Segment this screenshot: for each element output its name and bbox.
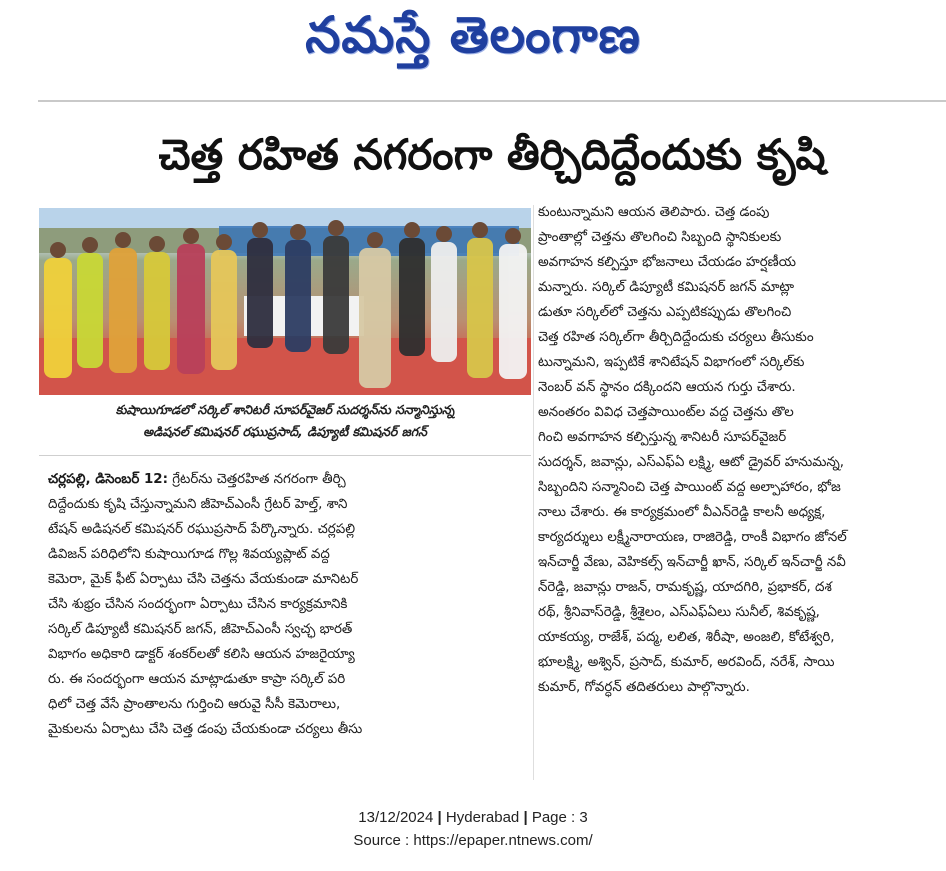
dateline: చర్లపల్లి, డిసెంబర్ 12: xyxy=(48,472,168,487)
paragraph-line: చెత్త రహిత సర్కిల్‌గా తీర్చిదిద్దేందుకు చర్యలు తీసుకుం xyxy=(538,330,814,345)
paragraph-line: మన్నారు. సర్కిల్ డిప్యూటీ కమిషనర్ జగన్ మాట్లా xyxy=(538,280,795,295)
paragraph-line: న్‌రెడ్డి, జవాన్లు రాజన్, రామకృష్ణ, యాదగిరి, ప్రభాకర్, దశ xyxy=(538,580,832,595)
paragraph-line: కార్యదర్శులు లక్ష్మీనారాయణ, రాజిరెడ్డి, రాంకీ విభాగం జోనల్ xyxy=(538,530,847,545)
caption-divider xyxy=(39,455,531,456)
separator: | xyxy=(437,809,442,826)
footer-date: 13/12/2024 xyxy=(358,809,434,826)
event-photo-illustration xyxy=(39,208,531,395)
paragraph-line: టున్నామని, ఇప్పటికే శానిటేషన్ విభాగంలో సర్కిల్‌కు xyxy=(538,355,805,370)
caption-line: కుషాయిగూడలో సర్కిల్ శానిటరీ సూపర్‌వైజర్ సుదర్శన్‌ను సన్మానిస్తున్న xyxy=(115,402,455,417)
paragraph-line: డుతూ సర్కిల్‌లో చెత్తను ఎప్పటికప్పుడు తొలగించి xyxy=(538,305,792,320)
article-photo xyxy=(39,208,531,395)
paragraph-line: రు. ఈ సందర్భంగా ఆయన మాట్లాడుతూ కాప్రా సర్కిల్ పరి xyxy=(48,672,346,687)
paragraph-line: సర్కిల్ డిప్యూటీ కమిషనర్ జగన్, జీహెచ్ఎంసీ స్వచ్ఛ భారత్ xyxy=(48,622,353,637)
article-headline: చెత్త రహిత నగరంగా తీర్చిదిద్దేందుకు కృషి xyxy=(158,130,826,179)
page-footer xyxy=(0,806,946,852)
column-divider xyxy=(533,205,534,780)
paragraph-line: కెమెరా, మైక్ ఫీట్ ఏర్పాటు చేసి చెత్తను వేయకుండా మానిటర్ xyxy=(48,572,359,587)
paragraph-line: విభాగం అధికారి డాక్టర్ శంకర్‌లతో కలిసి ఆయన హజరైయ్యా xyxy=(48,647,355,662)
separator: | xyxy=(523,809,528,826)
paragraph-line: సుదర్శన్, జవాన్లు, ఎస్ఎఫ్ఏ లక్ష్మి, ఆటో డ్రైవర్ హనుమన్న, xyxy=(538,455,845,470)
paragraph-line: టేషన్ అడిషనల్ కమిషనర్ రఘుప్రసాద్ పేర్కొన్నారు. చర్లపల్లి xyxy=(48,522,356,537)
paragraph-line: రథ్, శ్రీనివాస్‌రెడ్డి, శ్రీశైలం, ఎస్ఎఫ్ఏలు సునీల్, శివకృష్ణ, xyxy=(538,605,820,620)
paragraph-line: డివిజన్ పరిధిలోని కుషాయిగూడ గొల్ల శివయ్యప్లాట్ వద్ద xyxy=(48,547,330,562)
paragraph-line: నాలు చేశారు. ఈ కార్యక్రమంలో వీఎన్‌రెడ్డి కాలనీ అధ్యక్ష, xyxy=(538,505,826,520)
paragraph-line: ప్రాంతాల్లో చెత్తను తొలగించి సిబ్బంది స్థానికులకు xyxy=(538,230,782,245)
newspaper-logo: నమస్తే తెలంగాణ xyxy=(305,6,641,64)
paragraph-line: సిబ్బందిని సన్మానించి చెత్త పాయింట్ వద్ద అల్పాహారం, భోజ xyxy=(538,480,841,495)
caption-line: అడిషనల్ కమిషనర్ రఘుప్రసాద్, డిప్యూటీ కమిషనర్ జగన్ xyxy=(143,424,427,439)
paragraph-line: ధిలో చెత్త వేసే ప్రాంతాలను గుర్తించి ఆరువై సీసీ కెమెరాలు, xyxy=(48,697,341,712)
footer-page: Page : 3 xyxy=(531,809,588,826)
paragraph-line: అవగాహన కల్పిస్తూ భోజనాలు చేయడం హర్షణీయ xyxy=(538,255,796,270)
article-column-left xyxy=(48,467,470,742)
article-column-right xyxy=(538,200,946,700)
paragraph-line: యాకయ్య, రాజేశ్, పద్మ, లలిత, శిరీషా, అంజలి, కోటేశ్వరి, xyxy=(538,630,835,645)
paragraph-line: చేసి శుభ్రం చేసిన సందర్భంగా ఏర్పాటు చేసిన కార్యక్రమానికి xyxy=(48,597,348,612)
paragraph-line: మైకులను ఏర్పాటు చేసి చెత్త డంపు చేయకుండా చర్యలు తీసు xyxy=(48,722,363,737)
paragraph-line: నెంబర్ వన్ స్థానం దక్కిందని ఆయన గుర్తు చేశారు. xyxy=(538,380,796,395)
footer-city: Hyderabad xyxy=(445,809,520,826)
masthead-divider xyxy=(38,100,946,102)
footer-source: Source : https://epaper.ntnews.com/ xyxy=(353,832,593,849)
paragraph-line: కుంటున్నామని ఆయన తెలిపారు. చెత్త డంపు xyxy=(538,205,770,220)
photo-caption xyxy=(39,399,531,449)
paragraph-line: గించి అవగాహన కల్పిస్తున్న శానిటరీ సూపర్‌వైజర్ xyxy=(538,430,787,445)
paragraph-line: ఇన్‌చార్జీ వేణు, వెహికల్స్ ఇన్‌చార్జీ ఖాన్, సర్కిల్ ఇన్‌చార్జీ నవీ xyxy=(538,555,846,570)
paragraph-line xyxy=(48,467,470,492)
paragraph-line: కుమార్, గోవర్ధన్ తదితరులు పాల్గొన్నారు. xyxy=(538,680,750,695)
paragraph-line: దిద్దేందుకు కృషి చేస్తున్నామని జీహెచ్ఎంసీ గ్రేటర్ హెల్త్, శాని xyxy=(48,497,348,512)
paragraph-line: భూలక్ష్మి, అశ్విన్, ప్రసాద్, కుమార్, అరవింద్, నరేశ్, సాయి xyxy=(538,655,835,670)
masthead xyxy=(0,0,946,100)
line-text: గ్రేటర్‌ను చెత్తరహిత నగరంగా తీర్చి xyxy=(172,472,346,487)
paragraph-line: అనంతరం వివిధ చెత్తపాయింట్‌ల వద్ద చెత్తను తొల xyxy=(538,405,794,420)
footer-meta xyxy=(0,806,946,829)
